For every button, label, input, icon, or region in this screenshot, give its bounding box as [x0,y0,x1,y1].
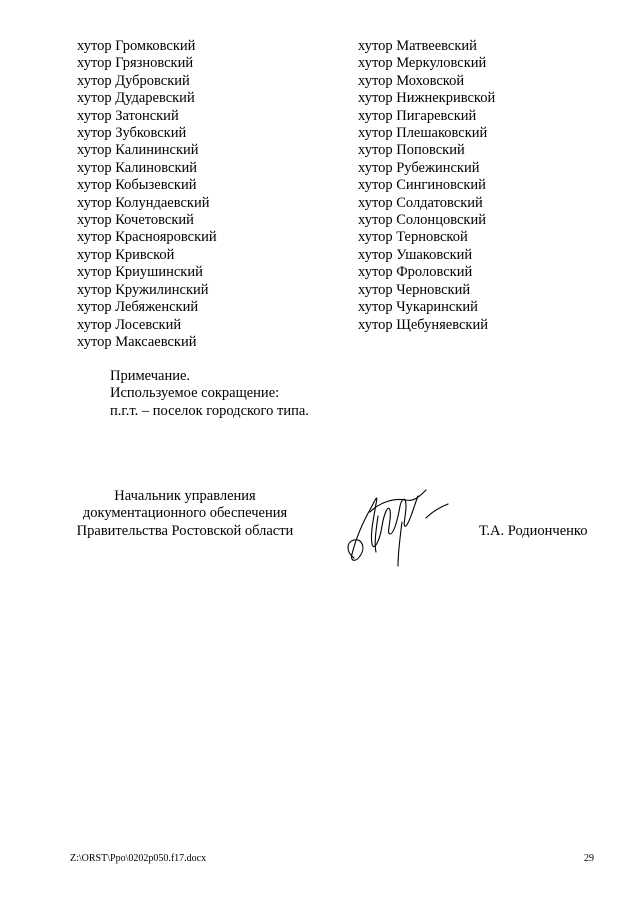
note-abbreviation-label: Используемое сокращение: [110,385,280,402]
list-item: хутор Ушаковский [358,246,473,263]
list-item: хутор Рубежинский [358,159,480,176]
list-item: хутор Кочетовский [77,212,194,229]
list-item: хутор Моховской [358,72,465,89]
footer-file-path: Z:\ORST\Ppo\0202p050.f17.docx [70,853,207,864]
handwritten-signature [340,482,455,572]
list-item: хутор Кривской [77,246,175,263]
settlement-list-left [77,38,217,351]
list-item: хутор Калиновский [77,159,198,176]
list-item: хутор Сингиновский [358,177,486,194]
list-item: хутор Дударевский [77,90,195,107]
page-number: 29 [584,853,594,864]
list-item: хутор Солдатовский [358,194,483,211]
list-item: хутор Пигаревский [358,107,477,124]
note-block [110,368,309,420]
signer-position-line-3: Правительства Ростовской области [76,522,294,539]
list-item: хутор Терновской [358,229,468,246]
signer-position-line-1: Начальник управления [114,488,256,504]
settlement-list-right [358,38,495,334]
note-heading: Примечание. [110,368,191,384]
list-item: хутор Лебяженский [77,299,199,316]
list-item: хутор Чукаринский [358,299,478,316]
list-item: хутор Дубровский [77,72,190,89]
list-item: хутор Грязновский [77,55,194,72]
list-item: хутор Максаевский [77,333,197,350]
note-abbreviation-text: п.г.т. – поселок городского типа. [110,402,309,419]
list-item: хутор Щебуняевский [358,316,488,333]
list-item: хутор Колундаевский [77,194,210,211]
list-item: хутор Поповский [358,142,465,159]
list-item: хутор Зубковский [77,125,187,142]
list-item: хутор Калининский [77,142,199,159]
list-item: хутор Кружилинский [77,281,209,298]
signer-position-line-2: документационного обеспечения [82,505,288,522]
list-item: хутор Плешаковский [358,125,488,142]
list-item: хутор Солонцовский [358,212,486,229]
list-item: хутор Матвеевский [358,38,477,54]
signer-position [60,488,310,540]
list-item: хутор Затонский [77,107,179,124]
list-item: хутор Кобызевский [77,177,197,194]
list-item: хутор Громковский [77,38,196,54]
list-item: хутор Криушинский [77,264,203,281]
list-item: хутор Нижнекривской [358,90,496,107]
list-item: хутор Фроловский [358,264,473,281]
list-item: хутор Лосевский [77,316,182,333]
list-item: хутор Меркуловский [358,55,487,72]
list-item: хутор Краснояровский [77,229,217,246]
signer-name: Т.А. Родионченко [479,523,588,539]
list-item: хутор Черновский [358,281,471,298]
